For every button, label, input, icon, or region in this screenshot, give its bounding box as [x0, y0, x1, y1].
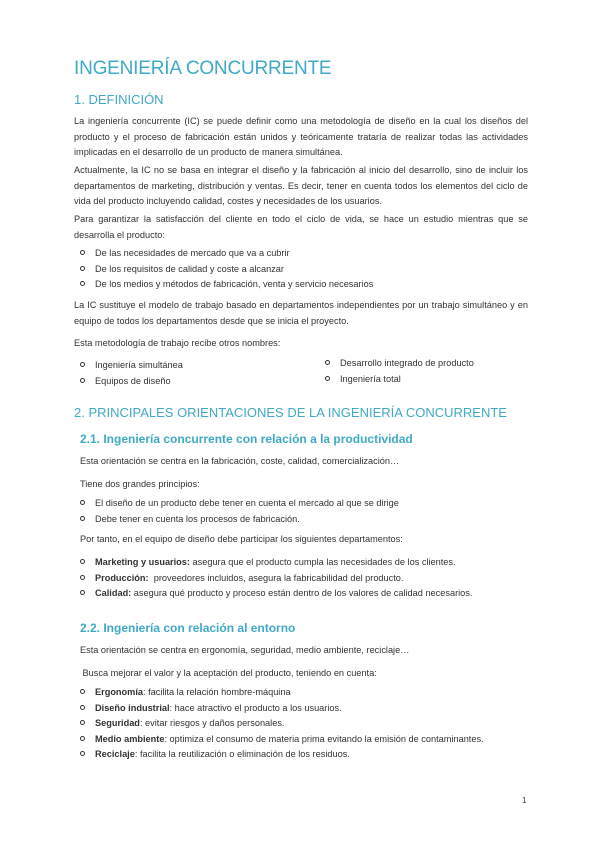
page-title: INGENIERÍA CONCURRENTE: [74, 58, 332, 79]
circle-bullet-icon: [80, 500, 85, 505]
circle-bullet-icon: [80, 720, 85, 725]
list-item: Medio ambiente: optimiza el consumo de materia prima evitando la emisión de contaminantes.: [80, 732, 484, 748]
list-item: De los medios y métodos de fabricación, venta y servicio necesarios: [80, 277, 373, 293]
circle-bullet-icon: [325, 376, 330, 381]
list-item: De los requisitos de calidad y coste a alcanzar: [80, 262, 373, 278]
requirements-list: [80, 246, 373, 293]
circle-bullet-icon: [80, 575, 85, 580]
environment-paragraph-2: Busca mejorar el valor y la aceptación del producto, teniendo en cuenta:: [80, 668, 377, 678]
list-item: Ingeniería total: [325, 372, 474, 388]
section-1-heading: 1. DEFINICIÓN: [74, 92, 164, 107]
circle-bullet-icon: [80, 559, 85, 564]
list-item: De las necesidades de mercado que va a cubrir: [80, 246, 373, 262]
list-item: Calidad: asegura qué producto y proceso están dentro de los valores de calidad necesarios.: [80, 586, 472, 602]
circle-bullet-icon: [80, 281, 85, 286]
list-item: Seguridad: evitar riesgos y daños personales.: [80, 716, 484, 732]
list-item: Equipos de diseño: [80, 374, 183, 390]
departments-list: [80, 555, 472, 602]
list-item: Ingeniería simultánea: [80, 358, 183, 374]
circle-bullet-icon: [80, 378, 85, 383]
list-item: Marketing y usuarios: asegura que el producto cumpla las necesidades de los clientes.: [80, 555, 472, 571]
definition-paragraph-2: Actualmente, la IC no se basa en integrar el diseño y la fabricación al inicio del desarrollo, sino de incluir los departamentos de marketing, distribución y ventas. Es decir, tener en cuenta todos los elementos del ciclo de vida del producto incluyendo calidad, costes y necesidades de los usuarios.: [74, 165, 528, 206]
subsection-2-2-heading: 2.2. Ingeniería con relación al entorno: [80, 621, 296, 635]
circle-bullet-icon: [80, 736, 85, 741]
productivity-paragraph-2: Tiene dos grandes principios:: [80, 479, 200, 489]
principles-list: [80, 496, 399, 527]
productivity-paragraph-1: Esta orientación se centra en la fabricación, coste, calidad, comercialización…: [80, 456, 400, 466]
circle-bullet-icon: [80, 266, 85, 271]
list-item: Debe tener en cuenta los procesos de fabricación.: [80, 512, 399, 528]
circle-bullet-icon: [80, 751, 85, 756]
circle-bullet-icon: [80, 362, 85, 367]
circle-bullet-icon: [325, 360, 330, 365]
circle-bullet-icon: [80, 705, 85, 710]
circle-bullet-icon: [80, 250, 85, 255]
other-names-list-col1: [80, 358, 183, 389]
productivity-paragraph-3: Por tanto, en el equipo de diseño debe participar los siguientes departamentos:: [80, 534, 403, 544]
circle-bullet-icon: [80, 516, 85, 521]
list-item: Desarrollo integrado de producto: [325, 356, 474, 372]
other-names-list-col2: [325, 356, 474, 387]
list-item: Diseño industrial: hace atractivo el producto a los usuarios.: [80, 701, 484, 717]
list-item: Ergonomía: facilita la relación hombre-máquina: [80, 685, 484, 701]
list-item: Reciclaje: facilita la reutilización o eliminación de los residuos.: [80, 747, 484, 763]
list-item: El diseño de un producto debe tener en cuenta el mercado al que se dirige: [80, 496, 399, 512]
list-item: Producción: proveedores incluidos, asegura la fabricabilidad del producto.: [80, 571, 472, 587]
subsection-2-1-heading: 2.1. Ingeniería concurrente con relación a la productividad: [80, 432, 413, 446]
page-number: 1: [522, 796, 527, 805]
definition-paragraph-5: Esta metodología de trabajo recibe otros nombres:: [74, 338, 281, 348]
circle-bullet-icon: [80, 689, 85, 694]
environment-factors-list: [80, 685, 484, 763]
circle-bullet-icon: [80, 590, 85, 595]
definition-paragraph-4: La IC sustituye el modelo de trabajo basado en departamentos independientes por un trabajo simultáneo y en equipo de todos los departamentos desde que se inicia el proyecto.: [74, 300, 528, 326]
definition-paragraph-1: La ingeniería concurrente (IC) se puede definir como una metodología de diseño en la cual los diseños del producto y el proceso de fabricación están unidos y teóricamente trataría de realizar todas las actividades implicadas en el desarrollo de un producto de manera simultánea.: [74, 116, 528, 157]
definition-paragraph-3: Para garantizar la satisfacción del cliente en todo el ciclo de vida, se hace un estudio mientras que se desarrolla el producto:: [74, 214, 528, 240]
environment-paragraph-1: Esta orientación se centra en ergonomía, seguridad, medio ambiente, reciclaje…: [80, 645, 410, 655]
section-2-heading: 2. PRINCIPALES ORIENTACIONES DE LA INGENIERÍA CONCURRENTE: [74, 405, 507, 420]
